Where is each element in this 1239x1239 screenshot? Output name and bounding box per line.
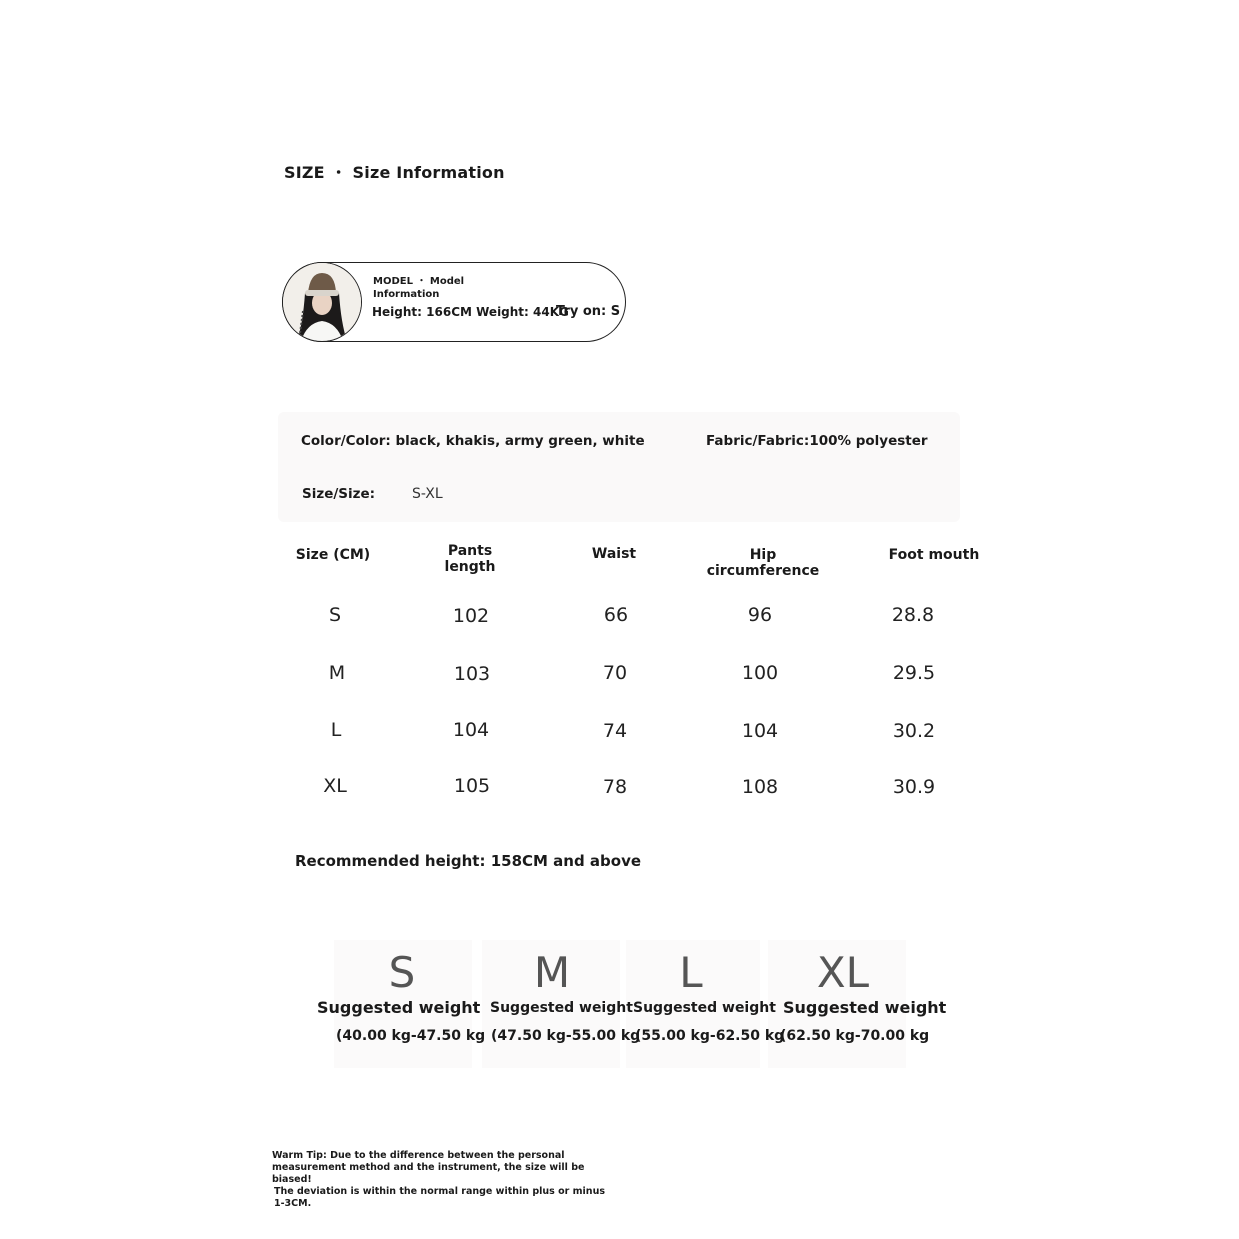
table-cell: L	[330, 719, 342, 741]
weight-label: Suggested weight	[783, 998, 947, 1017]
page-title: SIZE ・ Size Information	[284, 163, 505, 182]
size-range-value: S-XL	[412, 486, 443, 502]
product-info-box	[278, 412, 960, 522]
weight-range: (47.50 kg-55.00 kg	[491, 1028, 641, 1044]
size-range-label: Size/Size:	[302, 486, 376, 502]
table-cell: 30.2	[892, 720, 936, 742]
model-heading: MODEL ・ Model Information	[373, 276, 465, 300]
table-cell: XL	[323, 775, 347, 797]
color-info: Color/Color: black, khakis, army green, white	[301, 433, 645, 449]
table-cell: 66	[603, 604, 629, 626]
table-header-pants-length: Pants length	[444, 543, 496, 575]
warm-tip-line-2: The deviation is within the normal range within plus or minus 1-3CM.	[274, 1186, 605, 1209]
weight-label: Suggested weight	[317, 998, 481, 1017]
weight-label: Suggested weight	[633, 1000, 776, 1016]
table-cell: 30.9	[892, 776, 936, 798]
table-header-size: Size (CM)	[295, 547, 371, 563]
weight-size-letter: S	[388, 948, 416, 997]
table-cell: 96	[747, 604, 773, 626]
table-cell: 29.5	[892, 662, 936, 684]
table-cell: 103	[453, 663, 491, 685]
weight-size-letter: M	[533, 948, 571, 997]
table-header-foot-mouth: Foot mouth	[888, 547, 980, 563]
table-header-hip: Hip circumference	[706, 547, 820, 579]
table-cell: 78	[602, 776, 628, 798]
model-info-card	[282, 262, 626, 342]
table-cell: M	[328, 662, 346, 684]
table-cell: 100	[741, 662, 779, 684]
table-cell: 70	[602, 662, 628, 684]
weight-label: Suggested weight	[490, 1000, 633, 1016]
model-try-on: Try on: S	[556, 304, 621, 319]
table-cell: 74	[602, 720, 628, 742]
model-stats: Height: 166CM Weight: 44KG	[372, 305, 569, 319]
table-cell: 108	[741, 776, 779, 798]
warm-tip-line-1: Warm Tip: Due to the difference between the personal measurement method and the instrument, the size will be biased!	[272, 1150, 585, 1185]
weight-range: (40.00 kg-47.50 kg	[336, 1028, 486, 1044]
table-cell: S	[328, 604, 342, 626]
table-cell: 102	[452, 605, 490, 627]
table-cell: 104	[741, 720, 779, 742]
weight-size-letter: XL	[816, 948, 870, 997]
weight-size-letter: L	[679, 948, 703, 997]
weight-range: (62.50 kg-70.00 kg	[780, 1028, 930, 1044]
model-avatar	[282, 262, 362, 342]
table-cell: 104	[452, 719, 490, 741]
table-cell: 105	[453, 775, 491, 797]
weight-range: (55.00 kg-62.50 kg	[635, 1028, 785, 1044]
warm-tip	[272, 1150, 612, 1210]
fabric-info: Fabric/Fabric:100% polyester	[706, 433, 928, 449]
recommended-height: Recommended height: 158CM and above	[295, 852, 642, 870]
table-cell: 28.8	[891, 604, 935, 626]
table-header-waist: Waist	[591, 546, 637, 562]
model-photo-icon	[283, 263, 361, 341]
